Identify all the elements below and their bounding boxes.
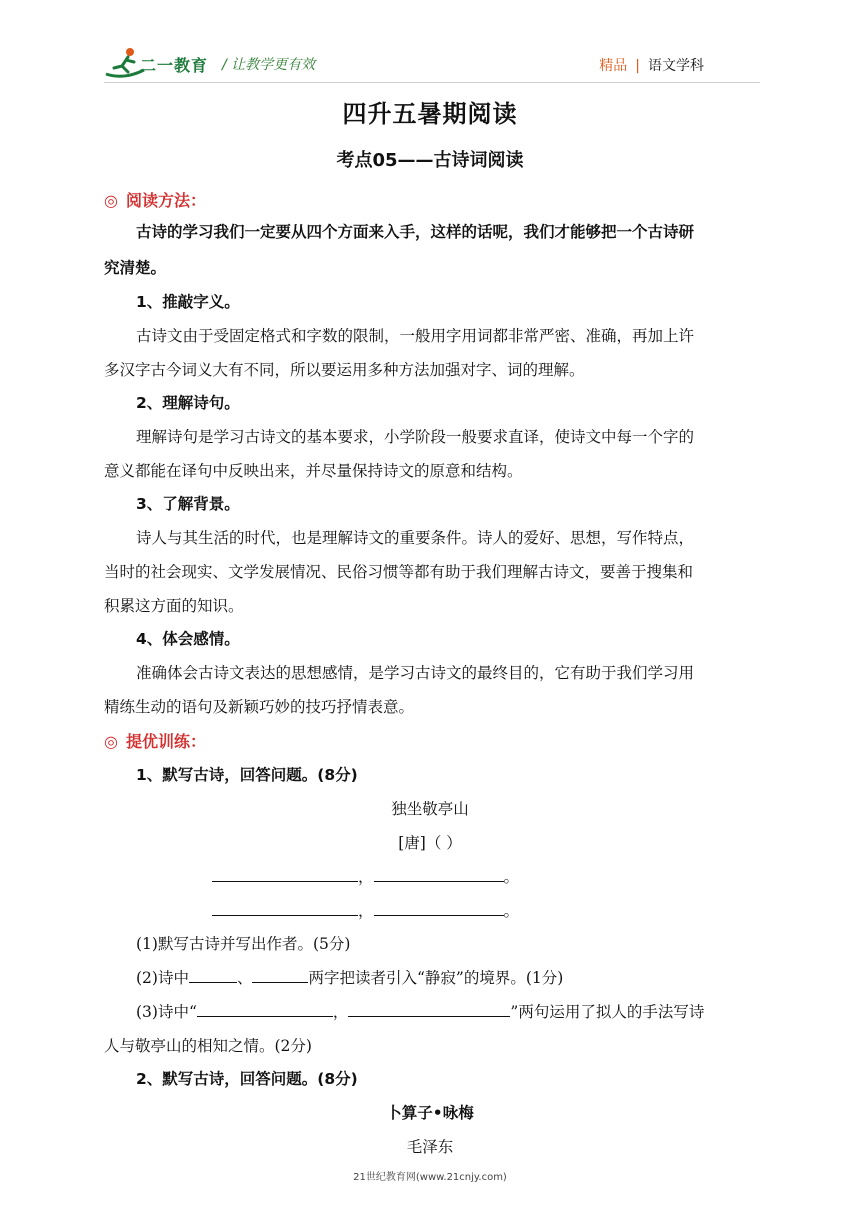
answer-blank[interactable] <box>189 967 237 984</box>
slogan: / 让教学更有效 <box>222 57 316 73</box>
question-1-sub-1: (1)默写古诗并写出作者。(5分) <box>136 935 351 953</box>
page-title: 四升五暑期阅读 <box>342 100 518 128</box>
point-2-line-2: 意义都能在译句中反映出来，并尽量保持诗文的原意和结构。 <box>104 462 523 480</box>
point-1-line-1: 古诗文由于受固定格式和字数的限制，一般用字用词都非常严密、准确，再加上许 <box>136 327 695 345</box>
point-1-title: 1、推敲字义。 <box>136 293 240 311</box>
header-rule <box>104 82 760 83</box>
page-footer: 21世纪教育网(www.21cnjy.com) <box>353 1172 507 1183</box>
quality-label: 精品 <box>599 58 628 74</box>
training-heading <box>104 729 206 752</box>
point-2-line-1: 理解诗句是学习古诗文的基本要求，小学阶段一般要求直译，使诗文中每一个字的 <box>136 428 695 446</box>
answer-blank[interactable] <box>252 967 308 984</box>
point-3-title: 3、了解背景。 <box>136 495 240 513</box>
point-1-line-2: 多汉字古今词义大有不同，所以要运用多种方法加强对字、词的理解。 <box>104 361 585 379</box>
page-subtitle: 考点05——古诗词阅读 <box>336 150 524 171</box>
bullet-circle-icon: ◎ <box>104 732 118 751</box>
bullet-circle-icon: ◎ <box>104 191 118 210</box>
reading-method-heading <box>104 188 206 211</box>
poem-2-author: 毛泽东 <box>406 1138 454 1156</box>
answer-blank[interactable] <box>197 1001 333 1018</box>
logo-text: 二一教育 <box>140 56 209 75</box>
point-4-title: 4、体会感情。 <box>136 630 240 648</box>
question-2-title: 2、默写古诗，回答问题。(8分) <box>136 1070 358 1088</box>
point-4-line-2: 精练生动的语句及新颖巧妙的技巧抒情表意。 <box>104 698 415 716</box>
answer-blank[interactable] <box>212 900 358 917</box>
header-brand <box>599 55 704 75</box>
poem-1-line-1: ， 。 <box>212 865 612 887</box>
answer-blank[interactable] <box>374 866 504 883</box>
point-2-title: 2、理解诗句。 <box>136 394 240 412</box>
poem-1-dynasty: [唐]（ ） <box>398 834 462 852</box>
subject-label: 语文学科 <box>648 58 704 74</box>
point-3-line-1: 诗人与其生活的时代，也是理解诗文的重要条件。诗人的爱好、思想，写作特点， <box>136 529 695 547</box>
point-3-line-3: 积累这方面的知识。 <box>104 597 244 615</box>
poem-1-line-2: ， 。 <box>212 899 612 921</box>
answer-blank[interactable] <box>348 1001 510 1018</box>
poem-2-title: 卜算子•咏梅 <box>386 1104 474 1122</box>
header-divider: | <box>635 58 640 74</box>
question-1-title: 1、默写古诗，回答问题。(8分) <box>136 766 358 784</box>
reading-method-label: 阅读方法： <box>125 191 206 210</box>
training-label: 提优训练： <box>125 732 206 751</box>
poem-1-title: 独坐敬亭山 <box>391 800 469 818</box>
intro-line-2: 究清楚。 <box>104 259 167 277</box>
question-1-sub-2: (2)诗中 、 两字把读者引入“静寂”的境界。(1分) <box>104 966 792 988</box>
answer-blank[interactable] <box>374 900 504 917</box>
answer-blank[interactable] <box>212 866 358 883</box>
page-header <box>0 0 860 88</box>
point-3-line-2: 当时的社会现实、文学发展情况、民俗习惯等都有助于我们理解古诗文，要善于搜集和 <box>104 563 694 581</box>
point-4-line-1: 准确体会古诗文表达的思想感情，是学习古诗文的最终目的，它有助于我们学习用 <box>136 664 695 682</box>
intro-line-1: 古诗的学习我们一定要从四个方面来入手，这样的话呢，我们才能够把一个古诗研 <box>136 223 695 241</box>
question-1-sub-3-line-2: 人与敬亭山的相知之情。(2分) <box>104 1037 312 1055</box>
question-1-sub-3: (3)诗中“ ， ”两句运用了拟人的手法写诗 <box>104 1000 792 1022</box>
